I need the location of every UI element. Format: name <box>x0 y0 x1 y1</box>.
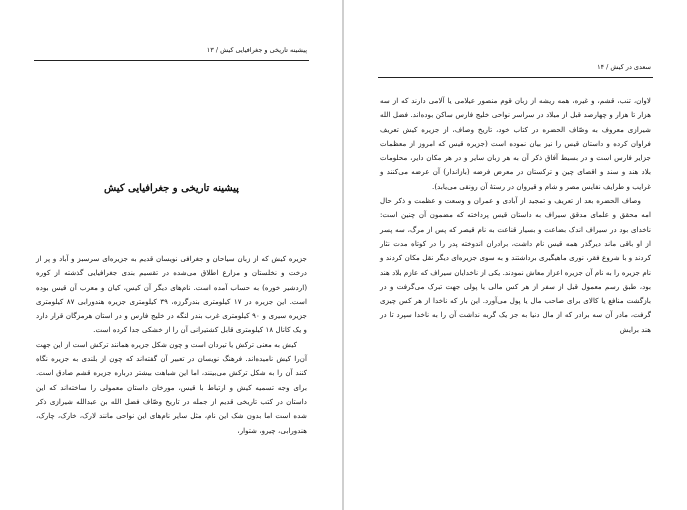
left-paragraph-1: جزیره کیش که از زبان سیاحان و جغرافی نویسان قدیم به جزیره‌ای سرسبز و آباد و پر از درخت و نخلستان و مزارع اطلاق می‌شده در تقسیم بندی جغرافیایی گذشته از کوره (اردشیر خوره) به حساب آمده است. نام‌های دیگر آن کیس، کیان و معرب آن قیس بوده است. این جزیره در ۱۷ کیلومتری بندرگرزه، ۳۹ کیلومتری جزیره هندورابی ۸۷ کیلومتری جزیره سیری و ۹۰ کیلومتری غرب بندر لنگه در خلیج فارس و در استان هرمزگان قرار دارد و یک کانال ۱۸ کیلومتری قابل کشتیرانی آن را از خشکی جدا کرده است. <box>36 254 307 335</box>
right-page-header: سعدی در کیش / ۱۴ <box>597 63 651 71</box>
left-page <box>0 0 343 510</box>
right-page <box>344 0 687 510</box>
left-page-body <box>36 252 307 438</box>
right-paragraph-1: لاوان، تنب، قشم، و غیره، همه ریشه از زبان قوم منصور عیلامی یا آلامی دارند که از سه هزار تا هزار و چهارصد قبل از میلاد در سراسر نواحی خلیج فارس ساکن بوده‌اند. فضل الله شیرازی معروف به وصّاف الحضره در کتاب خود، تاریخ وصاف، از جزیره کیش تعریف فراوان کرده و داستان قیس را نیز بیان نموده است (جزیره قیس که امروز از معظمات جزایر فارس است و در بسیط آفاق ذکر آن به هر زبان سایر و در هر مکان دایر، محلومات بلاد هند و سند و اقصای چین و ترکستان در معرض فرضه (بازاندار) آن عرضه می‌کنند و غرایب و طرایف نفایس مصر و شام و قیروان در رستهٔ آن رونقی می‌یابد). <box>380 96 651 191</box>
left-header-rule <box>34 60 309 61</box>
right-page-body <box>380 94 651 337</box>
chapter-title: پیشینه تاریخی و جغرافیایی کیش <box>104 183 239 194</box>
right-paragraph-2: وصاف الحضره بعد از تعریف و تمجید از آبادی و عمران و وسعت و عظمت و ذکر حال امه محقق و علمای مدقق سیراف به داستان قیس پرداخته که مضمون آن چنین است: ناخدای بود در سیراف اندک بضاعت و بسیار قناعت به نام قیصر که پس از مرگ، سه پسر از او باقی ماند دیرگذر همه قیس نام داشت، برادران اندوخته پدر را در کوتاه مدت نثار کردند و با شروع فقر، نوری ماهیگیری برداشتند و به سوی جزیره‌ای دیگر نقل مکان کردند و نام جزیره را به نام آن جزیره اعزاز معاش نمودند. یکی از ناخدایان سیراف که عازم بلاد هند بود، طبق رسم معمول قبل از سفر از هر کس مالی یا پولی جهت تبرک می‌گرفت و در بازگشت منافع یا کالای برای صاحب مال یا پول می‌آورد. این بار که ناخدا از هر کس چیزی گرفت، مادر آن سه برادر که از مال دنیا به جز یک گربه نداشت آن را به ناخدا سپرد تا در هند برایش <box>380 196 651 334</box>
left-page-header: پیشینه تاریخی و جغرافیایی کیش / ۱۳ <box>206 46 307 54</box>
right-header-rule <box>378 77 653 78</box>
left-paragraph-2: کیش به معنی ترکش یا تیردان است و چون شکل جزیره همانند ترکش است از این جهت آن‌را کیش نامیده‌اند. فرهنگ نویسان در تعبیر آن گفته‌اند که چون از بلندی به جزیره نگاه کنند آن را به شکل ترکش می‌بینند، اما این شباهت بیشتر درباره جزیره قشم صادق است. برای وجه تسمیه کیش و ارتباط با قیس، مورخان داستان معمولی را ساخته‌اند که این داستان در کتب تاریخی قدیم از جمله در تاریخ وصّاف فضل الله بن عبدالله شیرازی ذکر شده است اما بدون شک این نام، مثل سایر نام‌های این نواحی مانند لارک، خارک، چارک، هندورابی، چیرو، شتوار، <box>35 339 307 435</box>
